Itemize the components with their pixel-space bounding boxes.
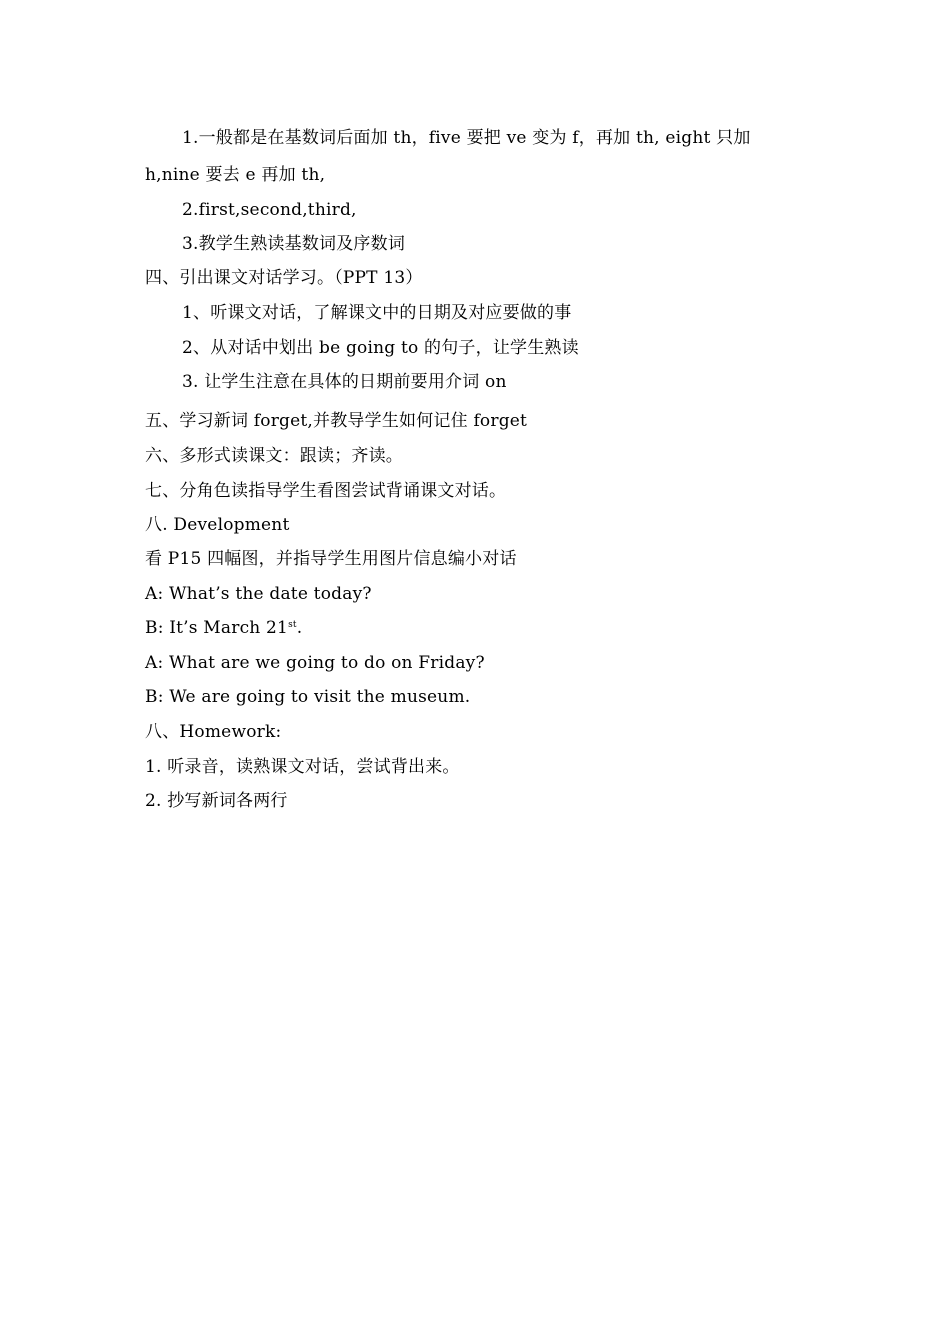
dialogue-line-2 (145, 617, 302, 639)
section-seven-heading: 七、分角色读指导学生看图尝试背诵课文对话。 (145, 481, 507, 501)
practice-numbers-line: 3.教学生熟读基数词及序数词 (182, 234, 406, 254)
homework-item-2: 2. 抄写新词各两行 (145, 791, 288, 811)
section-four-heading: 四、引出课文对话学习。（PPT 13） (145, 268, 423, 288)
dialogue-line-2-period: . (296, 618, 303, 638)
dialogue-line-2-text: B: It’s March 21 (145, 618, 289, 638)
development-instruction: 看 P15 四幅图，并指导学生用图片信息编小对话 (145, 549, 517, 569)
section-six-heading: 六、多形式读课文：跟读；齐读。 (145, 446, 403, 466)
ordinal-irregular-line: 2.first,second,third, (182, 200, 357, 220)
dialogue-line-4: B: We are going to visit the museum. (145, 687, 471, 707)
section-eight-heading: 八. Development (145, 515, 290, 535)
ordinal-rule-line-1: 1.一般都是在基数词后面加 th，five 要把 ve 变为 f，再加 th, eight 只加 (182, 128, 751, 148)
ordinal-rule-line-2: h,nine 要去 e 再加 th, (145, 165, 326, 185)
dialogue-line-3: A: What are we going to do on Friday? (145, 653, 485, 673)
section-five-heading: 五、学习新词 forget,并教导学生如何记住 forget (145, 411, 528, 431)
section-four-item-2: 2、从对话中划出 be going to 的句子，让学生熟读 (182, 338, 579, 358)
dialogue-line-1: A: What’s the date today? (145, 584, 372, 604)
ordinal-suffix: st (288, 620, 297, 630)
section-four-item-1: 1、听课文对话，了解课文中的日期及对应要做的事 (182, 303, 572, 323)
homework-item-1: 1. 听录音，读熟课文对话，尝试背出来。 (145, 757, 460, 777)
homework-heading: 八、Homework: (145, 722, 282, 742)
section-four-item-3: 3. 让学生注意在具体的日期前要用介词 on (182, 372, 507, 392)
